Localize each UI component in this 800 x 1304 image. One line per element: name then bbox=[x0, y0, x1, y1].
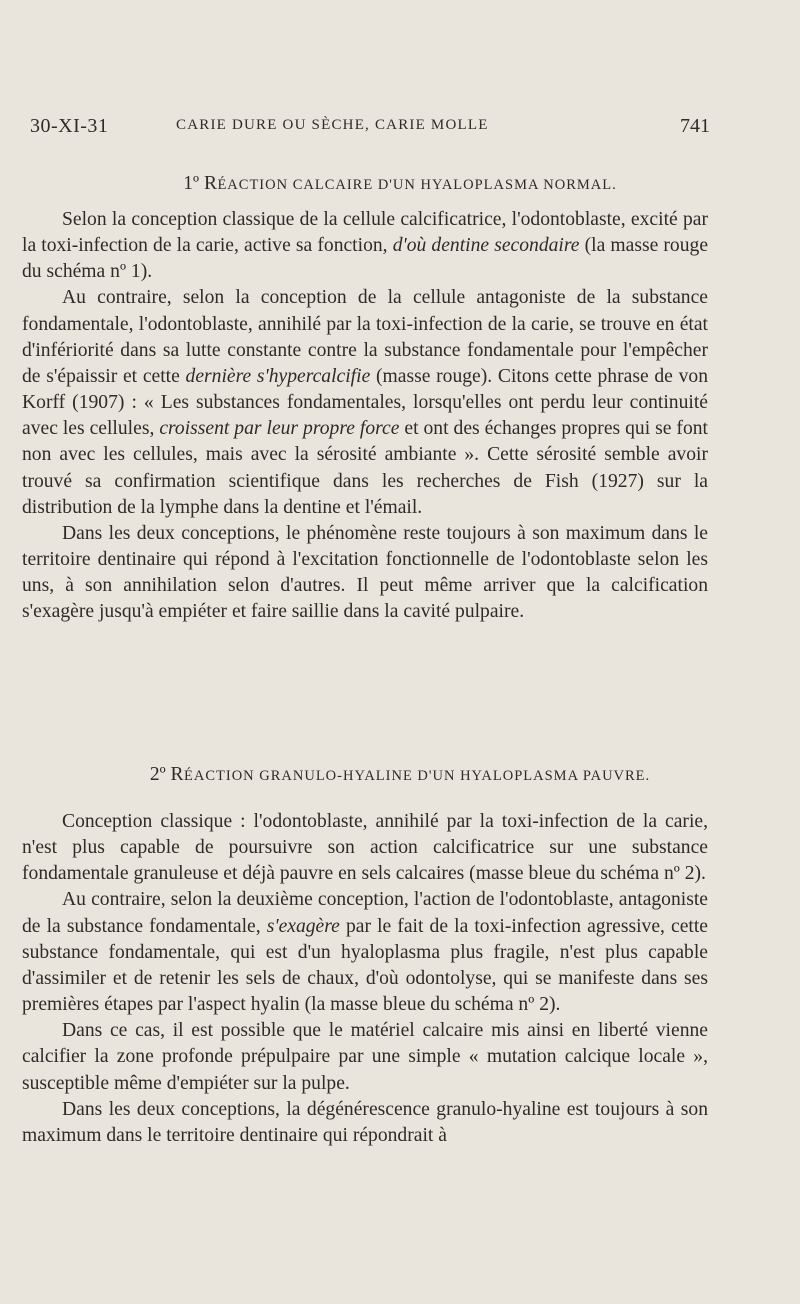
section-1-heading bbox=[0, 171, 800, 198]
section-1-heading-text: ÉACTION CALCAIRE D'UN HYALOPLASMA NORMAL. bbox=[217, 177, 617, 193]
running-head-title: CARIE DURE OU SÈCHE, CARIE MOLLE bbox=[176, 117, 489, 133]
section-1-heading-initial: R bbox=[203, 173, 218, 194]
paragraph: Dans ce cas, il est possible que le matériel calcaire mis ainsi en liberté vienne calcifier la zone profonde prépulpaire par une simple « mutation calcique locale », susceptible même d'empiéter sur la pulpe. bbox=[22, 1020, 708, 1094]
section-2-heading bbox=[0, 762, 800, 789]
section-2-heading-initial: R bbox=[170, 764, 185, 785]
section-1-body bbox=[22, 207, 708, 626]
paragraph: Au contraire, selon la deuxième conception, l'action de l'odontoblaste, antagoniste de la substance fondamentale, s'exagère par le fait de la toxi-infection agressive, cette substance fondamentale, qui est d'un hyaloplasma plus fragile, n'est plus capable d'assimiler et de retenir les sels de chaux, d'où odontolyse, qui se manifeste dans ses premières étapes par l'aspect hyalin (la masse bleue du schéma nº 2). bbox=[22, 889, 708, 1016]
section-2-number: 2º bbox=[149, 764, 166, 785]
section-2-heading-text: ÉACTION GRANULO-HYALINE D'UN HYALOPLASMA PAUVRE. bbox=[184, 768, 651, 784]
running-head-date: 30-XI-31 bbox=[30, 115, 109, 137]
section-1-number: 1º bbox=[183, 173, 200, 194]
paragraph: Dans les deux conceptions, le phénomène reste toujours à son maximum dans le territoire dentinaire qui répond à l'excitation fonctionnelle de l'odontoblaste selon les uns, à son annihilation selon d'autres. Il peut même arriver que la calcification s'exagère jusqu'à empiéter et faire saillie dans la cavité pulpaire. bbox=[22, 522, 708, 623]
paragraph: Conception classique : l'odontoblaste, annihilé par la toxi-infection de la carie, n'est plus capable de poursuivre son action calcificatrice sur une substance fondamentale granuleuse et déjà pauvre en sels calcaires (masse bleue du schéma nº 2). bbox=[22, 811, 708, 885]
section-2-body bbox=[22, 809, 708, 1149]
running-head bbox=[30, 115, 710, 141]
paragraph: Dans les deux conceptions, la dégénérescence granulo-hyaline est toujours à son maximum dans le territoire dentinaire qui répondrait à bbox=[22, 1098, 708, 1146]
page-number: 741 bbox=[680, 115, 710, 137]
paragraph: Au contraire, selon la conception de la cellule antagoniste de la substance fondamentale, l'odontoblaste, annihilé par la toxi-infection de la carie, se trouve en état d'infériorité dans sa lutte constante contre la substance fondamentale pour l'empêcher de s'épaissir et cette dernière s'hypercalcifie (masse rouge). Citons cette phrase de von Korff (1907) : « Les substances fondamentales, lorsqu'elles ont perdu leur continuité avec les cellules, croissent par leur propre force et ont des échanges propres qui se font non avec les cellules, mais avec la sérosité ambiante ». Cette sérosité semble avoir trouvé sa confirmation scientifique dans les recherches de Fish (1927) sur la distribution de la lymphe dans la dentine et l'émail. bbox=[22, 287, 708, 518]
paragraph: Selon la conception classique de la cellule calcificatrice, l'odontoblaste, excité par la toxi-infection de la carie, active sa fonction, d'où dentine secondaire (la masse rouge du schéma nº 1). bbox=[22, 209, 709, 283]
